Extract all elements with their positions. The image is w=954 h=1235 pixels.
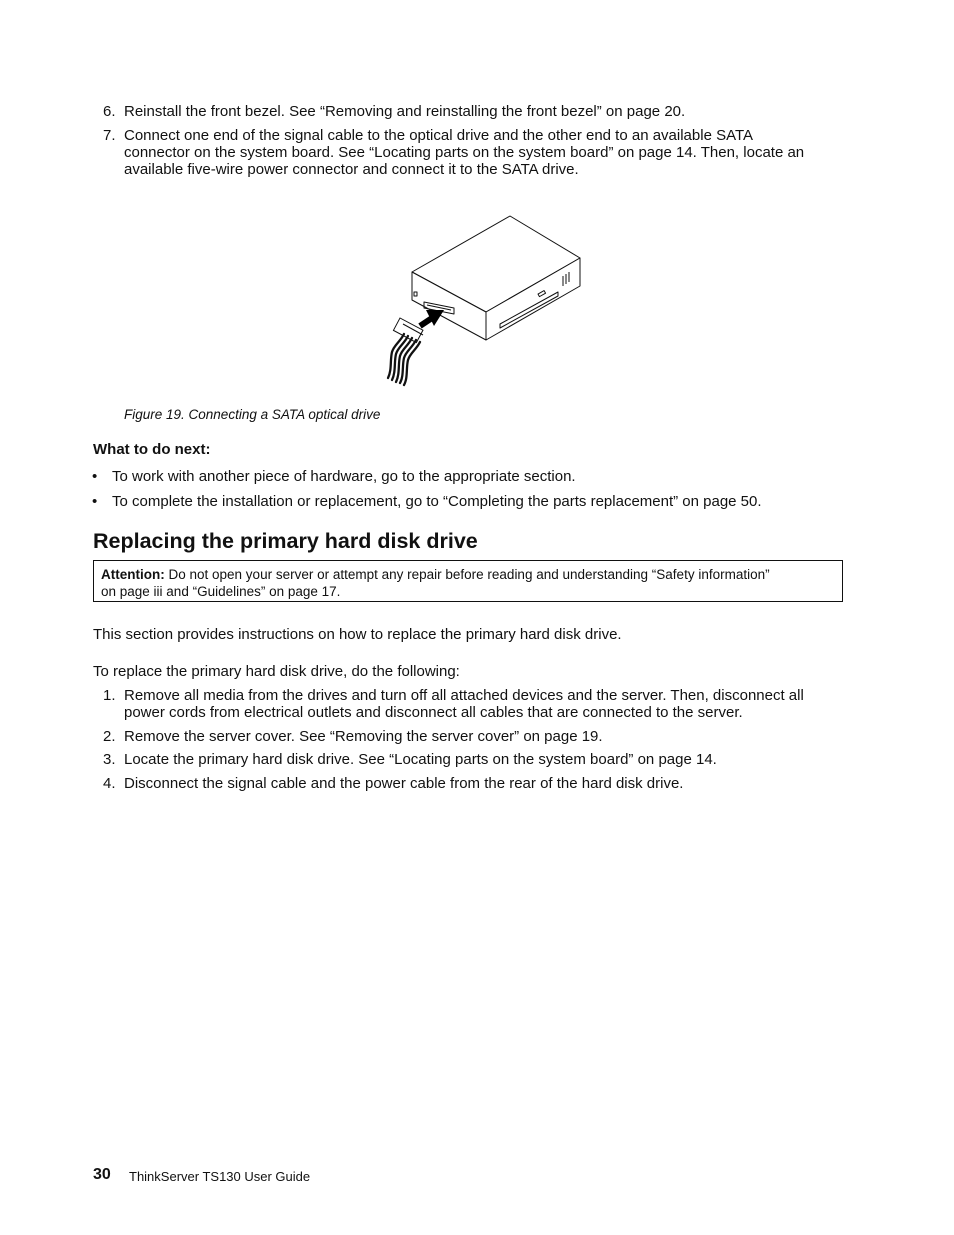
step-number: 4. xyxy=(103,775,116,792)
bullet-dot: • xyxy=(92,468,98,485)
next-heading: What to do next: xyxy=(93,441,211,458)
attention-text: Do not open your server or attempt any repair before reading and understanding “Safety information” xyxy=(168,567,770,582)
bullet-text: To work with another piece of hardware, go to the appropriate section. xyxy=(112,468,576,485)
step-number: 7. xyxy=(103,127,116,144)
attention-box xyxy=(93,560,843,602)
bullet-text: To complete the installation or replacement, go to “Completing the parts replacement” on page 50. xyxy=(112,493,762,510)
insert-arrow xyxy=(420,310,444,326)
step-text: Remove the server cover. See “Removing the server cover” on page 19. xyxy=(124,728,603,745)
page-number: 30 xyxy=(93,1166,111,1183)
step-text: Reinstall the front bezel. See “Removing and reinstalling the front bezel” on page 20. xyxy=(124,103,686,120)
step-number: 1. xyxy=(103,687,116,704)
step-text xyxy=(124,127,849,178)
attention-line: on page iii and “Guidelines” on page 17. xyxy=(101,584,341,599)
step-text: Locate the primary hard disk drive. See “Locating parts on the system board” on page 14. xyxy=(124,751,717,768)
section-lead: To replace the primary hard disk drive, do the following: xyxy=(93,663,460,680)
section-intro: This section provides instructions on how to replace the primary hard disk drive. xyxy=(93,626,622,643)
step-number: 3. xyxy=(103,751,116,768)
step-number: 6. xyxy=(103,103,116,120)
step-text-line: power cords from electrical outlets and disconnect all cables that are connected to the server. xyxy=(124,704,743,721)
optical-drive-illustration xyxy=(370,210,600,390)
footer-title: ThinkServer TS130 User Guide xyxy=(129,1169,311,1184)
step-text xyxy=(124,687,849,721)
section-title: Replacing the primary hard disk drive xyxy=(93,529,478,553)
step-text-line: Connect one end of the signal cable to the optical drive and the other end to an available SATA xyxy=(124,127,754,144)
step-number: 2. xyxy=(103,728,116,745)
sata-cable-connector xyxy=(393,318,423,343)
attention-line xyxy=(101,566,842,583)
attention-label: Attention: xyxy=(101,567,165,582)
step-text-line: available five-wire power connector and connect it to the SATA drive. xyxy=(124,161,579,178)
bullet-dot: • xyxy=(92,493,98,510)
sata-cable xyxy=(388,334,420,385)
step-text-line: Remove all media from the drives and turn off all attached devices and the server. Then, disconnect all xyxy=(124,687,804,704)
step-text: Disconnect the signal cable and the power cable from the rear of the hard disk drive. xyxy=(124,775,684,792)
figure-caption: Figure 19. Connecting a SATA optical drive xyxy=(124,407,381,422)
step-text-line: connector on the system board. See “Locating parts on the system board” on page 14. Then, locate an xyxy=(124,144,805,161)
